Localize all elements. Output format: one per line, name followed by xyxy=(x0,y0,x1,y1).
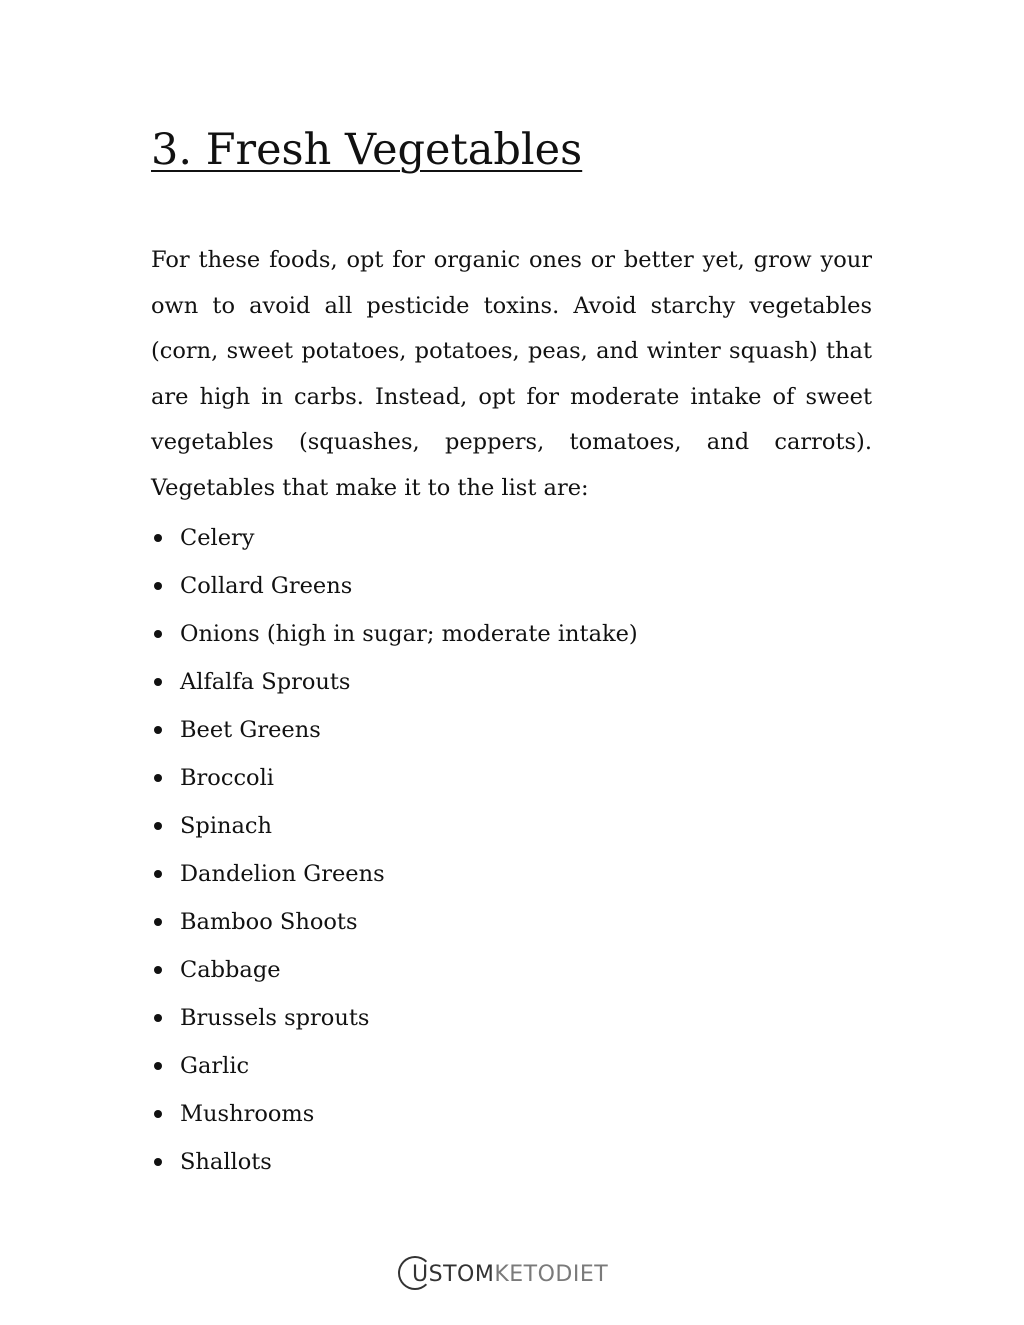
list-item-text: Shallots xyxy=(180,1149,272,1175)
bullet-icon xyxy=(154,822,162,830)
list-item xyxy=(151,1042,638,1090)
list-item xyxy=(151,850,638,898)
list-item xyxy=(151,514,638,562)
list-item xyxy=(151,658,638,706)
list-item-text: Dandelion Greens xyxy=(180,861,385,887)
bullet-icon xyxy=(154,918,162,926)
bullet-icon xyxy=(154,1062,162,1070)
bullet-icon xyxy=(154,870,162,878)
list-item-text: Cabbage xyxy=(180,957,281,983)
bullet-icon xyxy=(154,726,162,734)
list-item xyxy=(151,1090,638,1138)
bullet-icon xyxy=(154,630,162,638)
bullet-icon xyxy=(154,534,162,542)
list-item xyxy=(151,562,638,610)
list-item-text: Mushrooms xyxy=(180,1101,315,1127)
logo-wordmark xyxy=(412,1254,608,1296)
list-item-text: Bamboo Shoots xyxy=(180,909,358,935)
list-item-text: Garlic xyxy=(180,1053,250,1079)
list-item xyxy=(151,898,638,946)
list-item-text: Beet Greens xyxy=(180,717,321,743)
logo-wordmark-strong: USTOM xyxy=(412,1262,495,1287)
list-item xyxy=(151,610,638,658)
bullet-icon xyxy=(154,1110,162,1118)
list-item xyxy=(151,802,638,850)
section-heading: 3. Fresh Vegetables xyxy=(151,125,583,175)
list-item-text: Spinach xyxy=(180,813,273,839)
list-item xyxy=(151,946,638,994)
list-item-text: Collard Greens xyxy=(180,573,353,599)
bullet-icon xyxy=(154,678,162,686)
list-item-text: Brussels sprouts xyxy=(180,1005,370,1031)
list-item-text: Alfalfa Sprouts xyxy=(180,669,351,695)
list-item-text: Onions (high in sugar; moderate intake) xyxy=(180,621,638,647)
list-item xyxy=(151,994,638,1042)
bullet-icon xyxy=(154,966,162,974)
list-item-text: Celery xyxy=(180,525,255,551)
intro-paragraph: For these foods, opt for organic ones or better yet, grow your own to avoid all pesticide toxins. Avoid starchy vegetables (corn, sweet potatoes, potatoes, peas, and winter squash) that are high in carbs. Instead, opt for moderate intake of sweet vegetables (squashes, peppers, tomatoes, and carrots). Vegetables that make it to the list are: xyxy=(151,247,872,501)
list-item xyxy=(151,706,638,754)
bullet-icon xyxy=(154,582,162,590)
logo-wordmark-light: KETODIET xyxy=(494,1262,609,1287)
list-item xyxy=(151,754,638,802)
footer-logo xyxy=(398,1254,608,1296)
bullet-icon xyxy=(154,774,162,782)
list-item xyxy=(151,1138,638,1186)
vegetable-list xyxy=(151,514,638,1186)
bullet-icon xyxy=(154,1014,162,1022)
bullet-icon xyxy=(154,1158,162,1166)
list-item-text: Broccoli xyxy=(180,765,274,791)
